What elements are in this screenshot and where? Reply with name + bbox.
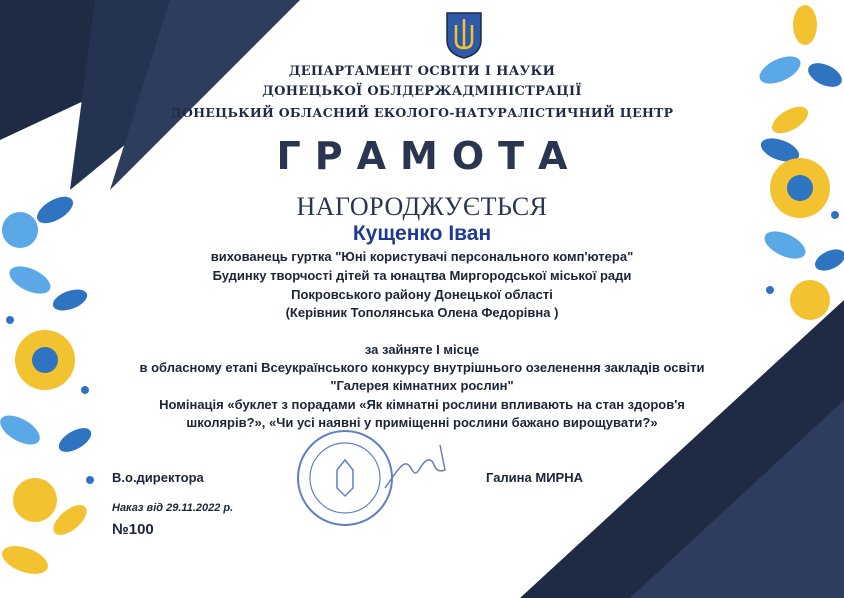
signature-name: Галина МИРНА <box>486 470 583 485</box>
achievement-line-1: за зайняте І місце <box>364 342 480 357</box>
recipient-info-line-1: вихованець гуртка "Юні користувачі персонального комп'ютера" <box>210 249 634 264</box>
achievement-line-5: школярів?», «Чи усі наявні у приміщенні рослини бажано вирощувати?» <box>186 415 658 430</box>
recipient-name: Кущенко Іван <box>352 222 492 245</box>
header-line-1: ДЕПАРТАМЕНТ ОСВІТИ І НАУКИ <box>288 64 556 79</box>
order-date: Наказ від 29.11.2022 р. <box>112 502 234 514</box>
signature-position: В.о.директора <box>112 470 204 485</box>
recipient-info-line-4: (Керівник Тополянська Олена Федорівна ) <box>285 305 559 320</box>
recipient-info-line-2: Будинку творчості дітей та юнацтва Миргородської міської ради <box>212 268 632 283</box>
order-number: №100 <box>112 521 154 538</box>
document-title: ГРАМОТА <box>276 134 582 178</box>
recipient-info-line-3: Покровського району Донецької області <box>291 287 553 302</box>
signature-icon <box>385 445 445 488</box>
achievement-line-4: Номінація «буклет з порадами «Як кімнатні рослини впливають на стан здоров'я <box>159 397 685 412</box>
achievement-line-3: "Галерея кімнатних рослин" <box>330 378 514 393</box>
achievement-line-2: в обласному етапі Всеукраїнського конкурсу внутрішнього озеленення закладів освіти <box>139 360 705 375</box>
header-line-3: ДОНЕЦЬКИЙ ОБЛАСНИЙ ЕКОЛОГО-НАТУРАЛІСТИЧНИЙ ЦЕНТР <box>170 105 674 120</box>
trident-emblem-icon <box>444 10 484 60</box>
awarded-label: НАГОРОДЖУЄТЬСЯ <box>296 192 548 221</box>
stamp-seal-icon <box>298 431 392 525</box>
header-line-2: ДОНЕЦЬКОЇ ОБЛДЕРЖАДМІНІСТРАЦІЇ <box>262 84 582 99</box>
